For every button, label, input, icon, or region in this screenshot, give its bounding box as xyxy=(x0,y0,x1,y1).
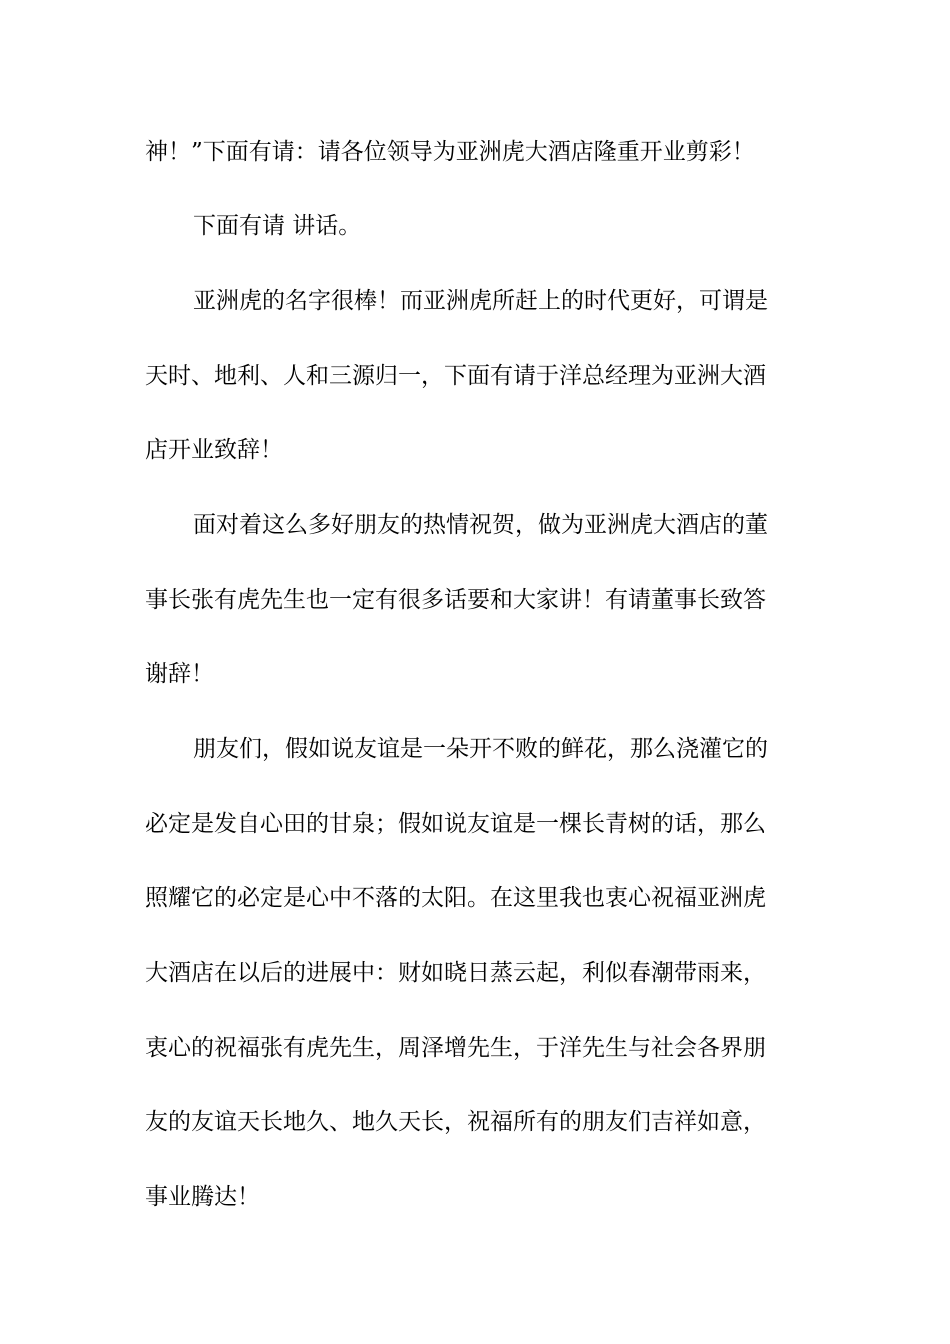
text-line: 下面有请 讲话。 xyxy=(193,213,362,239)
text-line: 衷心的祝福张有虎先生，周泽增先生，于洋先生与社会各界朋 xyxy=(145,1035,766,1061)
text-line: 天时、地利、人和三源归一，下面有请于洋总经理为亚洲大酒 xyxy=(145,363,766,389)
text-line: 谢辞！ xyxy=(145,661,214,687)
text-line: 事长张有虎先生也一定有很多话要和大家讲！有请董事长致答 xyxy=(145,587,766,613)
text-line: 大酒店在以后的进展中：财如晓日蒸云起，利似春潮带雨来， xyxy=(145,960,766,986)
text-line: 面对着这么多好朋友的热情祝贺，做为亚洲虎大酒店的董 xyxy=(193,512,768,538)
text-line: 友的友谊天长地久、地久天长，祝福所有的朋友们吉祥如意， xyxy=(145,1109,766,1135)
text-line: 店开业致辞！ xyxy=(145,437,283,463)
text-line: 神！”下面有请：请各位领导为亚洲虎大酒店隆重开业剪彩！ xyxy=(145,139,755,165)
text-line: 事业腾达！ xyxy=(145,1184,260,1210)
text-line: 亚洲虎的名字很棒！而亚洲虎所赶上的时代更好，可谓是 xyxy=(193,288,768,314)
text-line: 必定是发自心田的甘泉；假如说友谊是一棵长青树的话，那么 xyxy=(145,811,766,837)
text-line: 朋友们，假如说友谊是一朵开不败的鲜花，那么浇灌它的 xyxy=(193,736,768,762)
text-line: 照耀它的必定是心中不落的太阳。在这里我也衷心祝福亚洲虎 xyxy=(145,885,766,911)
